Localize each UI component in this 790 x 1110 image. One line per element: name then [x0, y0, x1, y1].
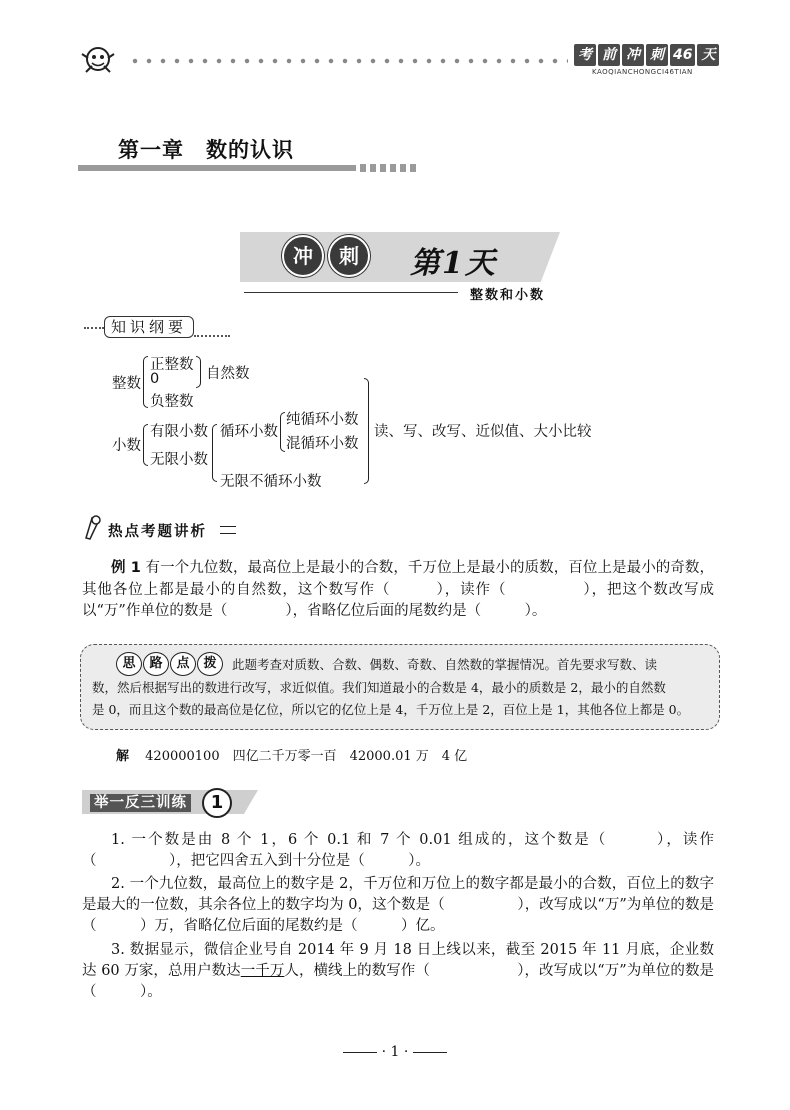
series-char: 刺 [646, 44, 668, 66]
tree-operations: 读、写、改写、近似值、大小比较 [374, 424, 592, 440]
tip-text-line: 此题考查对质数、合数、偶数、奇数、自然数的掌握情况。首先要求写数、读 [232, 657, 658, 672]
series-char: 考 [574, 44, 596, 66]
footer-line [343, 1052, 377, 1053]
day-rule [244, 292, 458, 293]
tree-natural-number: 自然数 [206, 366, 250, 382]
question-3-part-a: 3. 数据显示，微信企业号自 2014 年 9 月 18 日上线以来，截至 2015 年 11 月底，企业数达 60 万家，总用户数达 [82, 942, 714, 979]
answer [116, 745, 467, 764]
tree-positive-integer: 正整数 [150, 357, 194, 373]
tip-badge-char: 拨 [197, 652, 223, 676]
knowledge-heading-label: 知识纲要 [104, 316, 194, 338]
page-footer: · 1 · [0, 1044, 790, 1060]
brace [212, 424, 217, 482]
series-title [574, 44, 719, 66]
answer-text: 420000100 四亿二千万零一百 42000.01 万 4 亿 [145, 749, 468, 764]
series-char: 冲 [622, 44, 644, 66]
series-char: 46 [670, 44, 695, 66]
dotted-line [84, 317, 104, 329]
dotted-line [194, 325, 230, 337]
hot-topic-heading: 热点考题讲析 [108, 524, 207, 540]
pen-mascot-icon [82, 514, 104, 540]
tree-mixed-recurring: 混循环小数 [286, 436, 359, 452]
footer-line [413, 1052, 447, 1053]
example-1 [82, 558, 714, 623]
sprint-char: 刺 [328, 235, 370, 277]
series-char: 天 [697, 44, 719, 66]
practice-question-2: 2. 一个九位数，最高位上的数字是 2，千万位和万位上的数字都是最小的合数，百位上的数字是最大的一位数，其余各位上的数字均为 0，这个数是（ ），改写成以“万”为单位的数是（ ）万，省略亿位后面的尾数约是（ ）亿。 [82, 876, 714, 934]
brace [143, 424, 148, 466]
series-char: 前 [598, 44, 620, 66]
sprint-badge [282, 235, 370, 277]
tip-badge-char: 路 [143, 652, 169, 676]
tip-badge [116, 652, 223, 676]
series-pinyin: KAOQIANCHONGCI46TIAN [592, 68, 693, 76]
tip-text-line: 是 0，而且这个数的最高位是亿位，所以它的亿位上是 4，千万位上是 2，百位上是 1，其他各位上都是 0。 [92, 702, 690, 717]
example-label: 例 1 [111, 560, 141, 576]
example-text: 有一个九位数，最高位上是最小的合数，千万位上是最小的质数，百位上是最小的奇数，其他各位上都是最小的自然数，这个数写作（ ），读作（ ），把这个数改写成以“万”作单位的数是（ ），省略亿位后面的尾数约是（ ）。 [82, 560, 715, 619]
tree-zero: 0 [150, 371, 160, 387]
tip-badge-char: 点 [170, 652, 196, 676]
header-dotted-rule [128, 58, 568, 64]
brace [280, 412, 285, 452]
brace [196, 356, 201, 388]
underlined-number: 一千万 [240, 963, 285, 979]
tree-recurring-decimal: 循环小数 [220, 424, 278, 440]
tip-badge-char: 思 [116, 652, 142, 676]
answer-label: 解 [116, 749, 130, 764]
practice-number-badge: 1 [202, 788, 232, 818]
question-3-part-b: 人，横线上的数写作（ ），改写成以“万”为单位的数是（ ）。 [82, 963, 714, 1000]
tree-non-recurring: 无限不循环小数 [220, 474, 322, 490]
brace [143, 356, 148, 408]
chapter-rule-dots [360, 164, 420, 172]
tree-finite-decimal: 有限小数 [150, 424, 208, 440]
sprint-char: 冲 [282, 235, 324, 277]
chapter-rule [78, 165, 356, 171]
tree-decimal: 小数 [112, 438, 141, 454]
chapter-title: 第一章 数的认识 [118, 137, 294, 162]
practice-question-1: 1. 一个数是由 8 个 1，6 个 0.1 和 7 个 0.01 组成的，这个数是（ ），读作（ ），把它四舍五入到十分位是（ ）。 [82, 832, 714, 869]
tree-integer: 整数 [112, 376, 141, 392]
brace [364, 378, 369, 484]
day-subtitle: 整数和小数 [470, 288, 546, 303]
practice-question-3 [82, 940, 714, 1003]
tree-negative-integer: 负整数 [150, 394, 194, 410]
tree-infinite-decimal: 无限小数 [150, 452, 208, 468]
mascot-logo-icon [78, 42, 118, 76]
page-number: 1 [390, 1044, 400, 1060]
hot-topic-rule [220, 526, 236, 534]
tip-text-line: 数，然后根据写出的数进行改写，求近似值。我们知道最小的合数是 4，最小的质数是 2，最小的自然数 [92, 680, 666, 695]
tree-pure-recurring: 纯循环小数 [286, 412, 359, 428]
practice-heading: 举一反三训练 [90, 794, 191, 812]
knowledge-heading [84, 316, 230, 338]
day-title: 第1天 [410, 246, 497, 281]
